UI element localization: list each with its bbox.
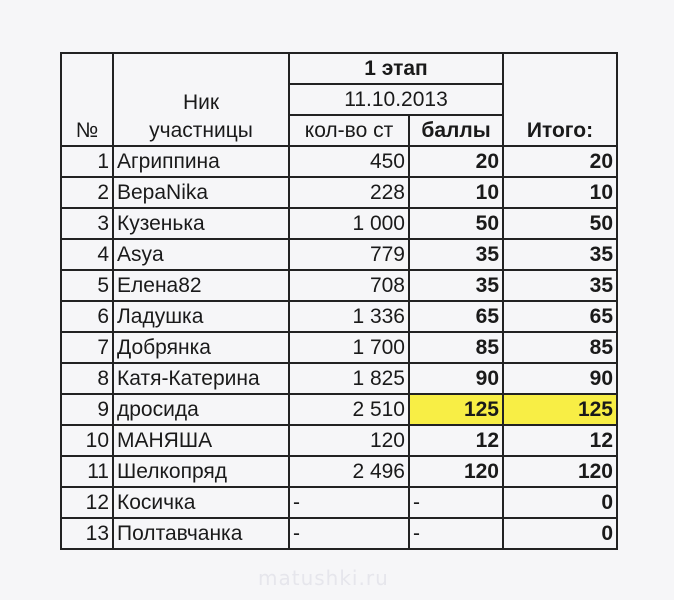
stitch-count: 708 xyxy=(289,270,409,301)
points-cell: 35 xyxy=(409,239,503,270)
header-nick-line2: участницы xyxy=(149,119,253,142)
stitch-count: 2 510 xyxy=(289,394,409,425)
participant-name: Шелкопряд xyxy=(113,456,289,487)
row-number: 8 xyxy=(61,363,113,394)
total-cell: 10 xyxy=(503,177,617,208)
table-row xyxy=(61,332,617,363)
stitch-count: 450 xyxy=(289,146,409,177)
stitch-count: 1 336 xyxy=(289,301,409,332)
total-cell: 125 xyxy=(503,394,617,425)
header-count: кол-во ст xyxy=(289,115,409,146)
watermark: matushki.ru xyxy=(258,566,389,590)
table-row xyxy=(61,301,617,332)
participant-name: Добрянка xyxy=(113,332,289,363)
points-cell: 50 xyxy=(409,208,503,239)
participant-name: дросида xyxy=(113,394,289,425)
header-row-stage xyxy=(61,53,617,84)
stitch-count: 1 000 xyxy=(289,208,409,239)
points-cell: 20 xyxy=(409,146,503,177)
points-cell: 35 xyxy=(409,270,503,301)
participant-name: Агриппина xyxy=(113,146,289,177)
table-row xyxy=(61,270,617,301)
header-stage: 1 этап xyxy=(289,53,503,84)
participant-name: Полтавчанка xyxy=(113,518,289,549)
table-row xyxy=(61,363,617,394)
total-cell: 90 xyxy=(503,363,617,394)
table-row xyxy=(61,146,617,177)
table-row xyxy=(61,456,617,487)
points-cell: - xyxy=(409,487,503,518)
points-cell: 85 xyxy=(409,332,503,363)
row-number: 3 xyxy=(61,208,113,239)
participant-name: Ладушка xyxy=(113,301,289,332)
stitch-count: 1 700 xyxy=(289,332,409,363)
participant-name: Елена82 xyxy=(113,270,289,301)
stitch-count: - xyxy=(289,487,409,518)
participant-name: Кузенька xyxy=(113,208,289,239)
header-total: Итого: xyxy=(503,53,617,146)
points-cell: 65 xyxy=(409,301,503,332)
table-row xyxy=(61,208,617,239)
row-number: 6 xyxy=(61,301,113,332)
results-table xyxy=(60,52,618,550)
row-number: 2 xyxy=(61,177,113,208)
row-number: 10 xyxy=(61,425,113,456)
header-nick-line1: Ник xyxy=(182,91,220,114)
row-number: 9 xyxy=(61,394,113,425)
row-number: 13 xyxy=(61,518,113,549)
participant-name: Косичка xyxy=(113,487,289,518)
row-number: 12 xyxy=(61,487,113,518)
row-number: 1 xyxy=(61,146,113,177)
row-number: 7 xyxy=(61,332,113,363)
total-cell: 35 xyxy=(503,270,617,301)
table-row xyxy=(61,394,617,425)
points-cell: 10 xyxy=(409,177,503,208)
row-number: 11 xyxy=(61,456,113,487)
table-row xyxy=(61,177,617,208)
participant-name: МАНЯША xyxy=(113,425,289,456)
stitch-count: 2 496 xyxy=(289,456,409,487)
table-row xyxy=(61,425,617,456)
header-nick xyxy=(113,53,289,146)
points-cell: 125 xyxy=(409,394,503,425)
row-number: 4 xyxy=(61,239,113,270)
points-cell: 12 xyxy=(409,425,503,456)
row-number: 5 xyxy=(61,270,113,301)
participant-name: Катя-Катерина xyxy=(113,363,289,394)
participant-name: Asya xyxy=(113,239,289,270)
total-cell: 50 xyxy=(503,208,617,239)
total-cell: 120 xyxy=(503,456,617,487)
header-number: № xyxy=(61,53,113,146)
points-cell: - xyxy=(409,518,503,549)
points-cell: 90 xyxy=(409,363,503,394)
total-cell: 35 xyxy=(503,239,617,270)
table-row xyxy=(61,239,617,270)
participant-name: BepaNika xyxy=(113,177,289,208)
stitch-count: 779 xyxy=(289,239,409,270)
table-row xyxy=(61,518,617,549)
header-date: 11.10.2013 xyxy=(289,84,503,115)
points-cell: 120 xyxy=(409,456,503,487)
stitch-count: 120 xyxy=(289,425,409,456)
total-cell: 20 xyxy=(503,146,617,177)
total-cell: 0 xyxy=(503,518,617,549)
total-cell: 85 xyxy=(503,332,617,363)
stitch-count: 228 xyxy=(289,177,409,208)
stitch-count: - xyxy=(289,518,409,549)
table-row xyxy=(61,487,617,518)
stitch-count: 1 825 xyxy=(289,363,409,394)
total-cell: 12 xyxy=(503,425,617,456)
total-cell: 65 xyxy=(503,301,617,332)
header-points: баллы xyxy=(409,115,503,146)
total-cell: 0 xyxy=(503,487,617,518)
